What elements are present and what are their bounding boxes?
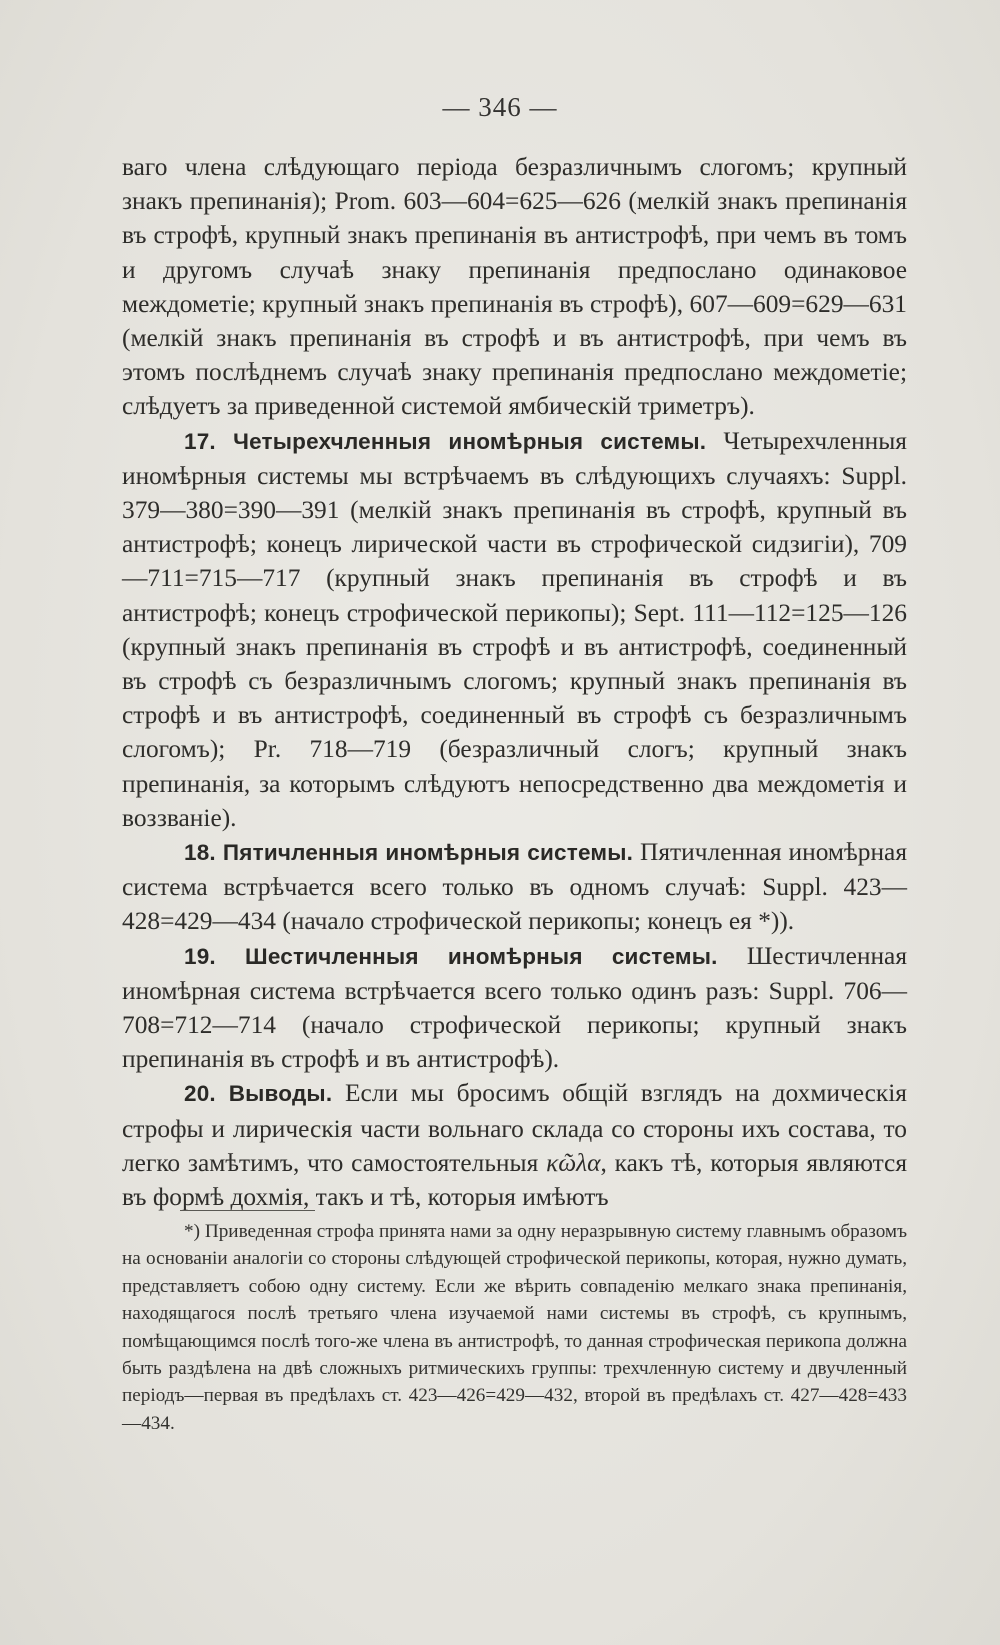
section-20-greek-term: κῶλα <box>546 1148 601 1177</box>
section-17-text: Четырехчленныя иномѣрныя системы мы встрѣчаемъ въ слѣдующихъ случаяхъ: Suppl. 379—380=390—391 (мелкій знакъ препинанія въ строфѣ, крупный въ антистрофѣ; конецъ лирической части въ строфической сидзигіи), 709—711=715—717 (крупный знакъ препинанія въ строфѣ и въ антистрофѣ; конецъ строфической перикопы); Sept. 111—112=125—126 (крупный знакъ препинанія въ строфѣ и въ антистрофѣ, соединенный въ строфѣ съ безразличнымъ слогомъ; крупный знакъ препинанія въ строфѣ и въ антистрофѣ, соединенный въ строфѣ съ безразличнымъ слогомъ); Pr. 718—719 (безразличный слогъ; крупный знакъ препинанія, за которымъ слѣдуютъ непосредственно два междометія и воззваніе). <box>122 426 907 832</box>
section-20-text-before: Если мы бросимъ общій взглядъ на дохмическія строфы и лирическія части вольнаго склада со стороны ихъ состава, то легко замѣтимъ, что самостоятельныя <box>122 1079 907 1177</box>
page-number: — 346 — <box>442 92 558 122</box>
section-20 <box>122 1076 907 1214</box>
section-18-text: Пятичленная иномѣрная система встрѣчается всего только въ одномъ случаѣ: Suppl. 423—428=429—434 (начало строфической перикопы; конецъ ея *)). <box>122 838 907 936</box>
main-text <box>122 150 907 1214</box>
intro-paragraph: ваго члена слѣдующаго періода безразличнымъ слогомъ; крупный знакъ препинанія); Prom. 603—604=625—626 (мелкій знакъ препинанія въ строфѣ, крупный знакъ препинанія въ антистрофѣ, при чемъ въ томъ и другомъ случаѣ знаку препинанія предпослано одинаковое междометіе; крупный знакъ препинанія въ строфѣ), 607—609=629—631 (мелкій знакъ препинанія въ строфѣ и въ антистрофѣ, при чемъ въ этомъ послѣднемъ случаѣ знаку препинанія предпослано междометіе; слѣдуетъ за приведенной системой ямбическій триметръ). <box>122 153 907 421</box>
footnote-divider <box>180 1210 315 1211</box>
section-19-text: Шестичленная иномѣрная система встрѣчается всего только одинъ разъ: Suppl. 706—708=712—714 (начало строфической перикопы; крупный знакъ препинанія въ строфѣ и въ антистрофѣ). <box>122 941 907 1074</box>
section-20-heading: 20. Выводы. <box>184 1081 333 1107</box>
section-18 <box>122 835 907 939</box>
section-17-heading: 17. Четырехчленныя иномѣрныя системы. <box>184 428 707 454</box>
section-18-heading: 18. Пятичленныя иномѣрныя системы. <box>184 840 634 866</box>
section-20-text-after: , какъ тѣ, которыя являются въ формѣ дохмія, такъ и тѣ, которыя имѣютъ <box>122 1148 907 1212</box>
section-19 <box>122 939 907 1077</box>
footnote <box>122 1218 907 1437</box>
section-19-heading: 19. Шестичленныя иномѣрныя системы. <box>184 943 718 969</box>
section-17 <box>122 424 907 835</box>
footnote-text: *) Приведенная строфа принята нами за одну неразрывную систему главнымъ образомъ на основаніи аналогіи со стороны слѣдующей строфической перикопы, которая, нужно думать, представляетъ собою одну систему. Если же вѣрить совпаденію мелкаго знака препинанія, находящагося послѣ третьяго члена изучаемой нами системы въ строфѣ, съ крупнымъ, помѣщающимся послѣ того-же члена въ антистрофѣ, то данная строфическая перикопа должна быть раздѣлена на двѣ сложныхъ ритмическихъ группы: трехчленную систему и двучленный періодъ—первая въ предѣлахъ ст. 423—426=429—432, второй въ предѣлахъ ст. 427—428=433—434. <box>122 1221 907 1434</box>
